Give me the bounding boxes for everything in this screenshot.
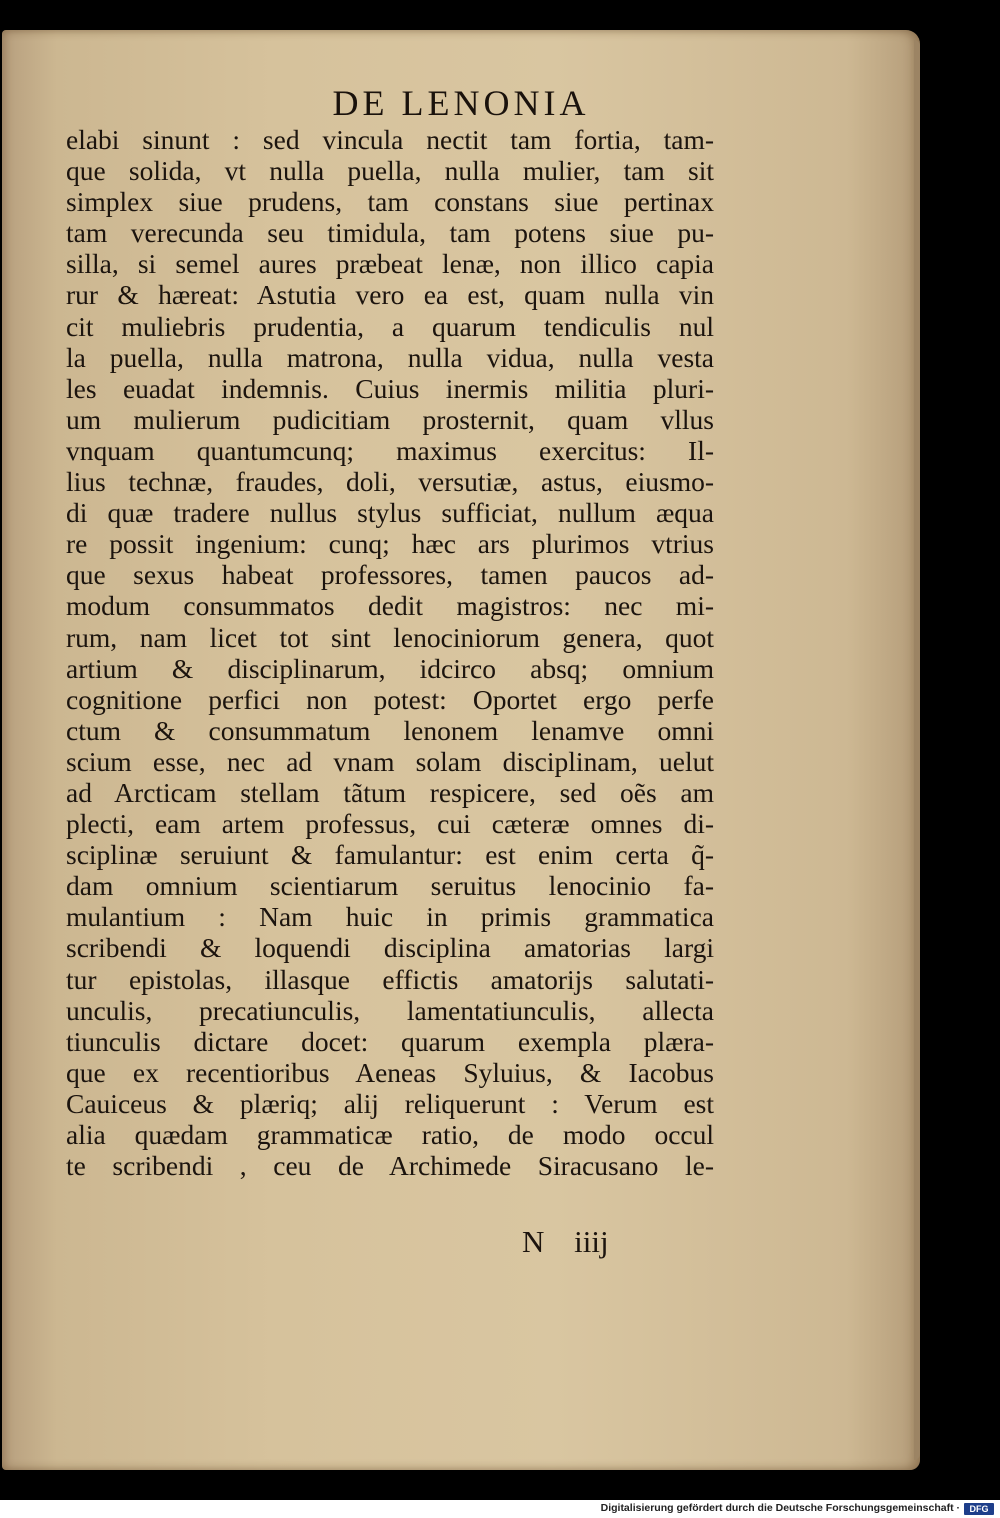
text-line: que sexus habeat professores, tamen paucos ad- <box>66 559 714 591</box>
text-line: alia quædam grammaticæ ratio, de modo occul <box>66 1119 714 1150</box>
text-line: simplex siue prudens, tam constans siue pertinax <box>66 186 714 218</box>
text-line: Cauiceus & plæriq; alij reliquerunt : Verum est <box>66 1087 714 1119</box>
text-line: rur & hæreat: Astutia vero ea est, quam nulla vin <box>66 279 714 311</box>
text-line: vnquam quantumcunq; maximus exercitus: Il- <box>66 434 714 466</box>
text-line: plecti, eam artem professus, cui cæteræ omnes di- <box>66 808 714 840</box>
text-line: cit muliebris prudentia, a quarum tendiculis nul <box>66 310 714 342</box>
text-line: sciplinæ seruiunt & famulantur: est enim certa q̃- <box>66 839 714 871</box>
text-line: te scribendi , ceu de Archimede Siracusano le- <box>66 1150 714 1182</box>
page-edge <box>914 40 920 1460</box>
text-line: re possit ingenium: cunq; hæc ars plurimos vtrius <box>66 528 714 560</box>
text-line: unculis, precatiunculis, lamentatiunculis, allecta <box>66 994 714 1026</box>
text-line: scribendi & loquendi disciplina amatorias largi <box>66 932 714 964</box>
text-line: dam omnium scientiarum seruitus lenocinio fa- <box>66 870 714 902</box>
text-line: rum, nam licet tot sint lenociniorum genera, quot <box>66 621 714 653</box>
text-line: la puella, nulla matrona, nulla vidua, nulla vesta <box>66 341 714 373</box>
funding-credit: Digitalisierung gefördert durch die Deutsche Forschungsgemeinschaft · <box>600 1502 960 1514</box>
text-line: tur epistolas, illasque effictis amatorijs salutati- <box>66 963 714 995</box>
text-line: cognitione perfici non potest: Oportet ergo perfe <box>66 683 714 715</box>
dfg-logo: DFG <box>964 1503 994 1515</box>
text-line: modum consummatos dedit magistros: nec mi- <box>66 590 714 622</box>
text-line: um mulierum pudicitiam prosternit, quam vllus <box>66 403 714 435</box>
text-line: que ex recentioribus Aeneas Syluius, & Iacobus <box>66 1056 714 1088</box>
text-line: ad Arcticam stellam tãtum respicere, sed oẽs am <box>66 776 714 808</box>
text-line: lius technæ, fraudes, doli, versutiæ, astus, eiusmo- <box>66 466 714 498</box>
footer-bar <box>0 1500 1000 1518</box>
text-line: ctum & consummatum lenonem lenamve omni <box>66 714 714 746</box>
text-line: les euadat indemnis. Cuius inermis militia pluri- <box>66 372 714 404</box>
text-line: di quæ tradere nullus stylus sufficiat, nullum æqua <box>66 497 714 529</box>
text-line: scium esse, nec ad vnam solam disciplinam, uelut <box>66 745 714 777</box>
text-line: elabi sinunt : sed vincula nectit tam fortia, tam- <box>66 124 714 155</box>
signature-mark: N iiij <box>522 1224 609 1259</box>
text-line: silla, si semel aures præbeat lenæ, non illico capia <box>66 248 714 280</box>
running-head: DE LENONIA <box>332 83 590 123</box>
text-line: artium & disciplinarum, idcirco absq; omnium <box>66 652 714 684</box>
text-line: que solida, vt nulla puella, nulla mulier, tam sit <box>66 155 714 187</box>
book-page <box>2 30 920 1470</box>
text-line: tiunculis dictare docet: quarum exempla plæra- <box>66 1025 714 1057</box>
text-line: tam verecunda seu timidula, tam potens siue pu- <box>66 217 714 249</box>
text-line: mulantium : Nam huic in primis grammatica <box>66 901 714 933</box>
body-text <box>66 124 714 1181</box>
